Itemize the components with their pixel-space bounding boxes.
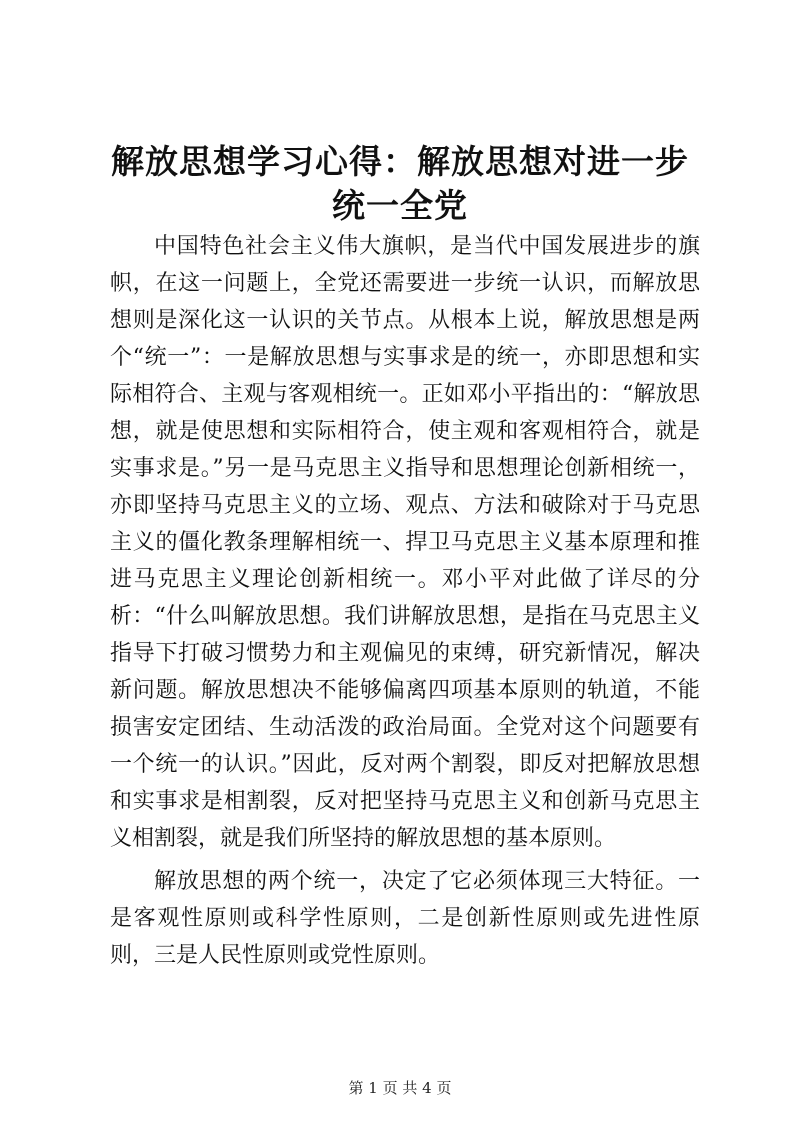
page-number-footer: 第 1 页 共 4 页 bbox=[348, 1079, 452, 1097]
paragraph-1: 中国特色社会主义伟大旗帜，是当代中国发展进步的旗帜，在这一问题上，全党还需要进一步统一认识，而解放思想则是深化这一认识的关节点。从根本上说，解放思想是两个“统一”：一是解放思想与实事求是的统一，亦即思想和实际相符合、主观与客观相统一。正如邓小平指出的：“解放思想，就是使思想和实际相符合，使主观和客观相符合，就是实事求是。”另一是马克思主义指导和思想理论创新相统一，亦即坚持马克思主义的立场、观点、方法和破除对于马克思主义的僵化教条理解相统一、捍卫马克思主义基本原理和推进马克思主义理论创新相统一。邓小平对此做了详尽的分析：“什么叫解放思想。我们讲解放思想，是指在马克思主义指导下打破习惯势力和主观偏见的束缚，研究新情况，解决新问题。解放思想决不能够偏离四项基本原则的轨道，不能损害安定团结、生动活泼的政治局面。全党对这个问题要有一个统一的认识。”因此，反对两个割裂，即反对把解放思想和实事求是相割裂，反对把坚持马克思主义和创新马克思主义相割裂，就是我们所坚持的解放思想的基本原则。 bbox=[110, 234, 700, 851]
paragraph-2: 解放思想的两个统一，决定了它必须体现三大特征。一是客观性原则或科学性原则，二是创新性原则或先进性原则，三是人民性原则或党性原则。 bbox=[110, 869, 700, 968]
document-title: 解放思想学习心得：解放思想对进一步统一全党 bbox=[111, 142, 689, 225]
document-body bbox=[110, 228, 700, 980]
